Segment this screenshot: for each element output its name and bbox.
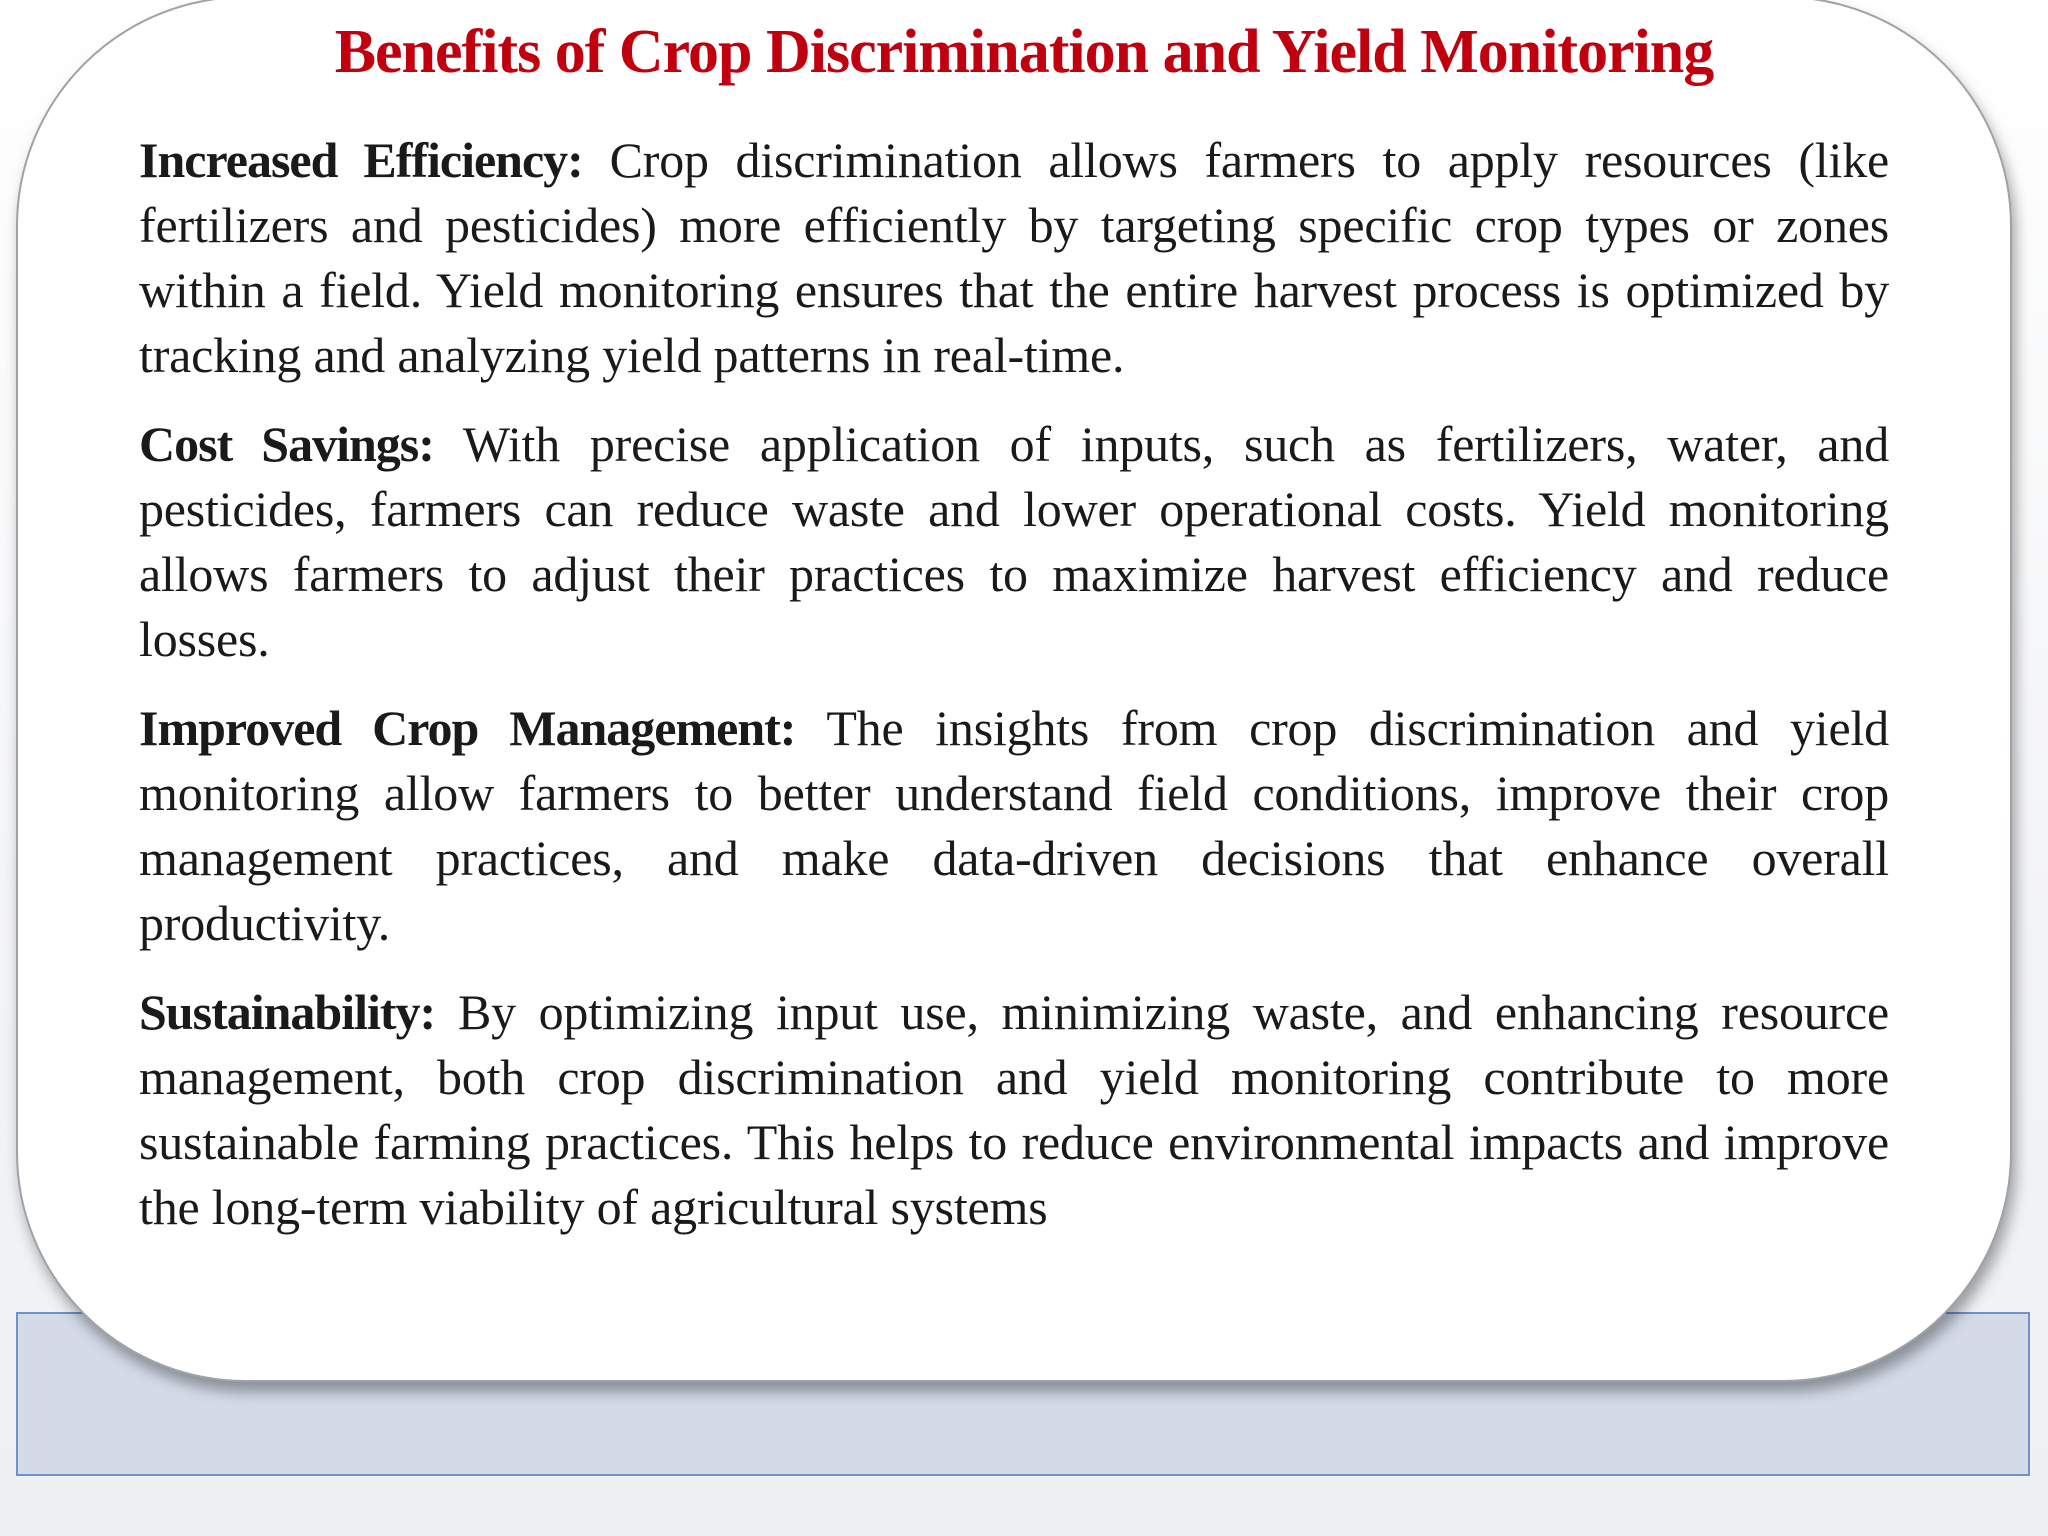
section-sustainability: [139, 980, 1889, 1240]
section-cost-savings: [139, 412, 1889, 672]
section-text: With precise application of inputs, such as fertilizers, water, and pesticides, farmers can reduce waste and lower operational costs. Yield monitoring allows farmers to adjust their practices to maximize harvest efficiency and reduce losses.: [139, 416, 1890, 667]
section-text: The insights from crop discrimination and yield monitoring allow farmers to better understand field conditions, improve their crop management practices, and make data-driven decisions that enhance overall productivity.: [139, 700, 1889, 951]
section-heading: Cost Savings:: [139, 416, 434, 472]
section-text: By optimizing input use, minimizing waste, and enhancing resource management, both crop discrimination and yield monitoring contribute to more sustainable farming practices. This helps to reduce environmental impacts and improve the long-term viability of agricultural systems: [139, 984, 1889, 1235]
section-heading: Improved Crop Management:: [139, 700, 796, 756]
section-text: Crop discrimination allows farmers to apply resources (like fertilizers and pesticides) more efficiently by targeting specific crop types or zones within a field. Yield monitoring ensures that the entire harvest process is optimized by tracking and analyzing yield patterns in real-time.: [139, 132, 1889, 383]
content-body: [139, 128, 1889, 1264]
section-heading: Increased Efficiency:: [139, 132, 583, 188]
section-improved-crop-management: [139, 696, 1889, 956]
slide-title: Benefits of Crop Discrimination and Yield Monitoring: [334, 18, 1714, 86]
section-heading: Sustainability:: [139, 984, 436, 1040]
section-increased-efficiency: [139, 128, 1889, 388]
